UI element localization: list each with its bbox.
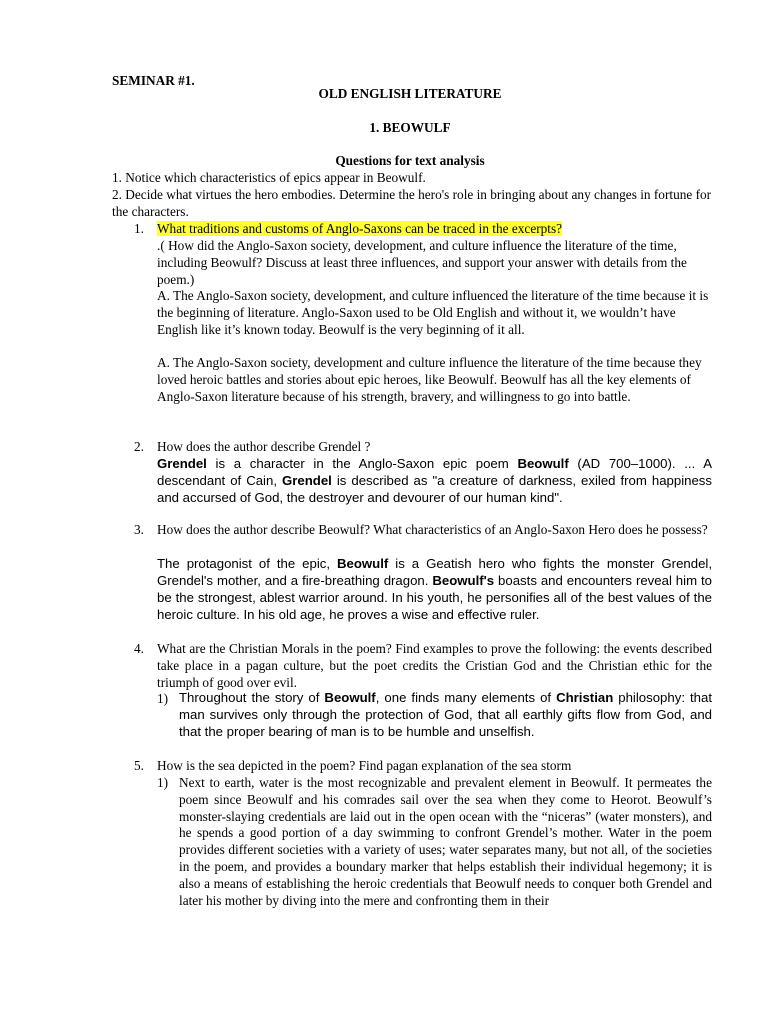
question-2-text: How does the author describe Grendel ?	[157, 439, 371, 454]
question-3-text: How does the author describe Beowulf? What characteristics of an Anglo-Saxon Hero does he possess?	[157, 522, 708, 537]
document-title: OLD ENGLISH LITERATURE	[318, 86, 502, 101]
question-5-number: 5.	[134, 758, 144, 773]
intro-item-2: 2. Decide what virtues the hero embodies. Determine the hero's role in bringing about any changes in fortune for the characters.	[112, 187, 712, 219]
question-4-answer: Throughout the story of Beowulf, one finds many elements of Christian philosophy: that man survives only through the protection of God, that all earthly gifts flow from God, and that the proper bearing of man is to be humble and unselfish.	[179, 690, 712, 739]
beowulfs-term: Beowulf's	[432, 572, 495, 588]
question-1-text: What traditions and customs of Anglo-Saxons can be traced in the excerpts?	[157, 221, 563, 236]
grendel-term: Grendel	[281, 472, 332, 488]
grendel-term: Grendel	[157, 456, 207, 471]
beowulf-term: Beowulf	[324, 690, 376, 705]
question-5-answer: Next to earth, water is the most recognizable and prevalent element in Beowulf. It permeates the poem since Beowulf and his comrades sail over the sea when they come to Heorot. Beowulf’s monster-slaying credentials are laid out in the open ocean with the “niceras” (water monsters), and he spends a good portion of a day swimming to confront Grendel’s mother. Water in the poem provides different societies with a variety of uses; water separates many, but not all, of the societies in the poem, and provides a boundary marker that helps establish their individual hegemony; it is also a means of establishing the heroic credentials that Beowulf needs to conquer both Grendel and later his mother by diving into the mere and confronting them in their	[179, 775, 712, 908]
beowulf-term: Beowulf	[337, 556, 389, 571]
question-1-number: 1.	[134, 221, 144, 236]
questions-heading: Questions for text analysis	[335, 153, 485, 168]
question-2-number: 2.	[134, 439, 144, 454]
question-2-answer: Grendel is a character in the Anglo-Saxon epic poem Beowulf (AD 700–1000). ... A descendant of Cain, Grendel is described as "a creature of darkness, exiled from happiness and accursed of God, the destroyer and devourer of our human kind".	[157, 456, 712, 505]
beowulf-term: Beowulf	[517, 456, 569, 471]
question-1	[157, 221, 712, 238]
question-4-number: 4.	[134, 641, 144, 656]
section-title: 1. BEOWULF	[369, 120, 451, 135]
question-1-answer-2: A. The Anglo-Saxon society, development and culture influence the literature of the time because they loved heroic battles and stories about epic heroes, like Beowulf. Beowulf has all the key elements of Anglo-Saxon literature because of his strength, bravery, and willingness to go into battle.	[157, 355, 702, 404]
question-5-text: How is the sea depicted in the poem? Find pagan explanation of the sea storm	[157, 758, 572, 773]
question-3-number: 3.	[134, 522, 144, 537]
question-3-answer: The protagonist of the epic, Beowulf is a Geatish hero who fights the monster Grendel, Grendel's mother, and a fire-breathing dragon. Beowulf's boasts and encounters reveal him to be the strongest, ablest warrior around. In his youth, he personifies all of the best values of the heroic culture. In his old age, he proves a wise and effective ruler.	[157, 556, 713, 622]
question-1-answer-1: A. The Anglo-Saxon society, development, and culture influenced the literature of the time because it is the beginning of literature. Anglo-Saxon used to be Old English and without it, we wouldn’t have English like it’s known today. Beowulf is the very beginning of it all.	[157, 288, 709, 337]
christian-term: Christian	[556, 690, 614, 705]
question-5-item-number: 1)	[157, 775, 169, 790]
intro-item-1: 1. Notice which characteristics of epics appear in Beowulf.	[112, 170, 426, 185]
question-4-text: What are the Christian Morals in the poem? Find examples to prove the following: the events described take place in a pagan culture, but the poet credits the Cristian God and the Christian ethic for the triumph of good over evil.	[157, 641, 712, 690]
question-4-item-number: 1)	[157, 691, 169, 706]
seminar-label: SEMINAR #1.	[112, 73, 195, 88]
question-1-subquestion: .( How did the Anglo-Saxon society, development, and culture influence the literature of the time, including Beowulf? Discuss at least three influences, and support your answer with details from the poem.)	[157, 238, 687, 287]
